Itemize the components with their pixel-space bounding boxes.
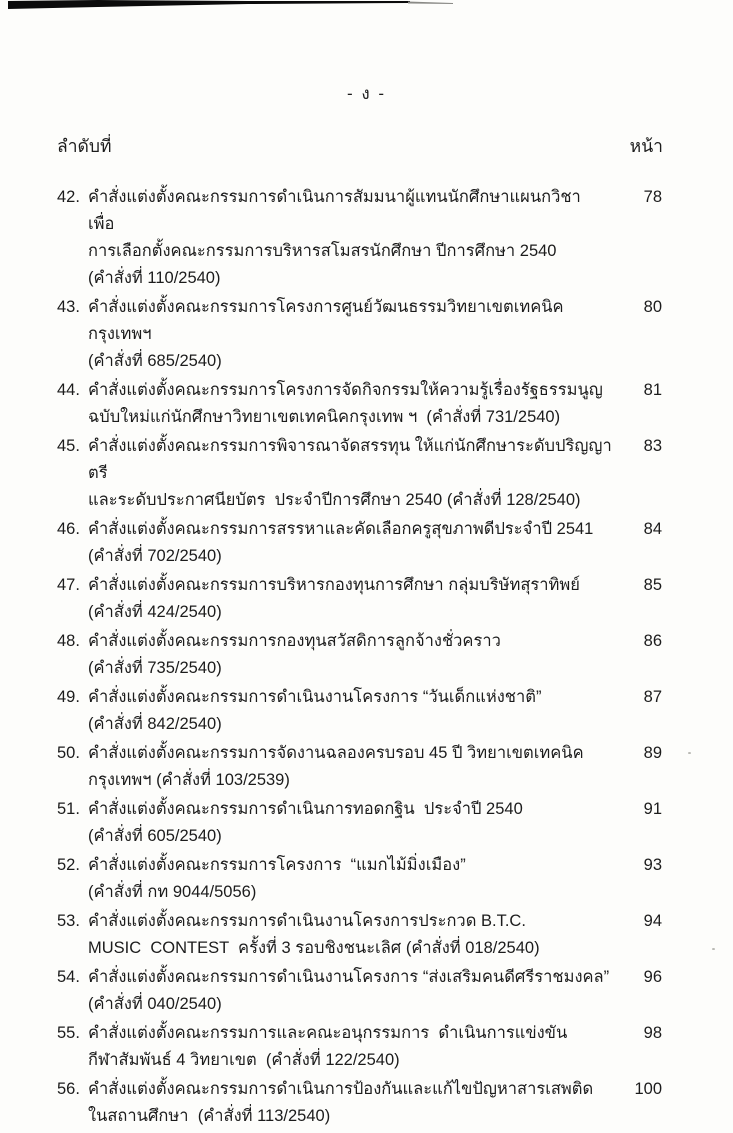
toc-item-number: 44.: [57, 381, 80, 399]
toc-item-line: คำสั่งแต่งตั้งคณะกรรมการดำเนินงานโครงการ “วันเด็กแห่งชาติ”: [88, 688, 542, 706]
scan-speck: [688, 752, 691, 754]
toc-item-number: 46.: [57, 520, 80, 538]
toc-item-page: 93: [643, 856, 662, 874]
toc-item-page: 98: [643, 1024, 662, 1042]
toc-item-page: 78: [643, 188, 662, 206]
toc-item-number: 53.: [57, 912, 80, 930]
toc-item-number: 43.: [57, 298, 80, 316]
toc-item-text: [88, 628, 618, 682]
toc-item-line: (คำสั่งที่ 110/2540): [88, 269, 221, 287]
toc-item-number: 45.: [57, 437, 80, 455]
toc-item-number: 55.: [57, 1024, 80, 1042]
toc-item-text: [88, 433, 618, 514]
toc-item-line: คำสั่งแต่งตั้งคณะกรรมการดำเนินงานโครงการประกวด B.T.C.: [88, 912, 526, 930]
toc-item-line: (คำสั่งที่ 702/2540): [88, 547, 222, 565]
toc-item-line: (คำสั่งที่ 424/2540): [88, 603, 222, 621]
toc-item-line: MUSIC CONTEST ครั้งที่ 3 รอบชิงชนะเลิศ (คำสั่งที่ 018/2540): [88, 939, 540, 957]
toc-item: [57, 628, 662, 682]
toc-item-text: [88, 852, 618, 906]
toc-item-line: คำสั่งแต่งตั้งคณะกรรมการโครงการ “แมกไม้มิ่งเมือง”: [88, 856, 466, 874]
toc-item-line: (คำสั่งที่ กท 9044/5056): [88, 883, 257, 901]
toc-item-line: (คำสั่งที่ 735/2540): [88, 659, 222, 677]
toc-item-line: คำสั่งแต่งตั้งคณะกรรมการและคณะอนุกรรมการ ดำเนินการแข่งขัน: [88, 1024, 568, 1042]
toc-item-text: [88, 184, 618, 292]
toc-item-number: 48.: [57, 632, 80, 650]
column-header-page: หน้า: [629, 136, 663, 156]
toc-item: [57, 1076, 662, 1130]
toc-item: [57, 908, 662, 962]
toc-item-number: 42.: [57, 188, 80, 206]
toc-list: [57, 184, 662, 1132]
toc-item-line: ฉบับใหม่แก่นักศึกษาวิทยาเขตเทคนิคกรุงเทพ ฯ (คำสั่งที่ 731/2540): [88, 408, 561, 426]
column-header-index: ลำดับที่: [57, 136, 112, 156]
page-marker: - ง -: [346, 84, 387, 103]
scan-speck: [712, 948, 715, 950]
toc-item: [57, 964, 662, 1018]
toc-item-line: คำสั่งแต่งตั้งคณะกรรมการสรรหาและคัดเลือกครูสุขภาพดีประจำปี 2541: [88, 520, 594, 538]
toc-item-line: คำสั่งแต่งตั้งคณะกรรมการดำเนินการป้องกันและแก้ไขปัญหาสารเสพติด: [88, 1080, 594, 1098]
toc-item-text: [88, 908, 618, 962]
toc-item-text: [88, 1020, 618, 1074]
toc-item-page: 96: [643, 968, 662, 986]
toc-item-number: 52.: [57, 856, 80, 874]
toc-item-line: (คำสั่งที่ 685/2540): [88, 352, 222, 370]
toc-item: [57, 184, 662, 292]
toc-item-text: [88, 377, 618, 431]
toc-item: [57, 433, 662, 514]
toc-item-page: 84: [643, 520, 662, 538]
toc-item-text: [88, 796, 618, 850]
toc-item-page: 86: [643, 632, 662, 650]
toc-item: [57, 516, 662, 570]
toc-item: [57, 377, 662, 431]
toc-item-line: คำสั่งแต่งตั้งคณะกรรมการจัดงานฉลองครบรอบ 45 ปี วิทยาเขตเทคนิค: [88, 744, 584, 762]
toc-item-page: 80: [643, 298, 662, 316]
scanner-edge-artifact: [8, 0, 458, 12]
toc-item-page: 89: [643, 744, 662, 762]
toc-item-page: 87: [643, 688, 662, 706]
toc-item-line: และระดับประกาศนียบัตร ประจำปีการศึกษา 2540 (คำสั่งที่ 128/2540): [88, 491, 581, 509]
toc-item-page: 85: [643, 576, 662, 594]
toc-item-line: (คำสั่งที่ 040/2540): [88, 995, 222, 1013]
toc-item-line: (คำสั่งที่ 605/2540): [88, 827, 222, 845]
toc-item-page: 94: [643, 912, 662, 930]
toc-item-line: กีฬาสัมพันธ์ 4 วิทยาเขต (คำสั่งที่ 122/2540): [88, 1051, 400, 1069]
toc-item-line: คำสั่งแต่งตั้งคณะกรรมการกองทุนสวัสดิการลูกจ้างชั่วคราว: [88, 632, 501, 650]
toc-item-number: 54.: [57, 968, 80, 986]
toc-item: [57, 294, 662, 375]
toc-item-page: 81: [643, 381, 662, 399]
toc-item: [57, 796, 662, 850]
toc-item-page: 100: [634, 1080, 662, 1098]
toc-item-text: [88, 1076, 618, 1130]
toc-item-line: คำสั่งแต่งตั้งคณะกรรมการพิจารณาจัดสรรทุน ให้แก่นักศึกษาระดับปริญญาตรี: [88, 437, 612, 482]
toc-item-text: [88, 740, 618, 794]
toc-item-line: คำสั่งแต่งตั้งคณะกรรมการโครงการจัดกิจกรรมให้ความรู้เรื่องรัฐธรรมนูญ: [88, 381, 603, 399]
toc-item-number: 51.: [57, 800, 80, 818]
toc-item: [57, 740, 662, 794]
toc-item-line: กรุงเทพฯ (คำสั่งที่ 103/2539): [88, 771, 290, 789]
toc-item-number: 56.: [57, 1080, 80, 1098]
toc-item-page: 83: [643, 437, 662, 455]
toc-item-line: (คำสั่งที่ 842/2540): [88, 715, 222, 733]
toc-item: [57, 572, 662, 626]
toc-item-text: [88, 684, 618, 738]
toc-item-text: [88, 964, 618, 1018]
toc-item-text: [88, 294, 618, 375]
toc-item-line: คำสั่งแต่งตั้งคณะกรรมการดำเนินการทอดกฐิน ประจำปี 2540: [88, 800, 523, 818]
toc-item-line: ในสถานศึกษา (คำสั่งที่ 113/2540): [88, 1107, 331, 1125]
toc-item: [57, 1020, 662, 1074]
toc-item-text: [88, 516, 618, 570]
toc-item-line: คำสั่งแต่งตั้งคณะกรรมการดำเนินงานโครงการ “ส่งเสริมคนดีศรีราชมงคล”: [88, 968, 610, 986]
toc-item-number: 47.: [57, 576, 80, 594]
toc-item-number: 50.: [57, 744, 80, 762]
column-headers: [57, 132, 663, 160]
toc-item-text: [88, 572, 618, 626]
toc-item-line: คำสั่งแต่งตั้งคณะกรรมการโครงการศูนย์วัฒนธรรมวิทยาเขตเทคนิคกรุงเทพฯ: [88, 298, 564, 343]
toc-item: [57, 684, 662, 738]
toc-item: [57, 852, 662, 906]
toc-item-line: การเลือกตั้งคณะกรรมการบริหารสโมสรนักศึกษา ปีการศึกษา 2540: [88, 242, 557, 260]
toc-item-line: คำสั่งแต่งตั้งคณะกรรมการบริหารกองทุนการศึกษา กลุ่มบริษัทสุราทิพย์: [88, 576, 580, 594]
toc-item-number: 49.: [57, 688, 80, 706]
toc-item-line: คำสั่งแต่งตั้งคณะกรรมการดำเนินการสัมมนาผู้แทนนักศึกษาแผนกวิชา เพื่อ: [88, 188, 590, 233]
toc-item-page: 91: [643, 800, 662, 818]
